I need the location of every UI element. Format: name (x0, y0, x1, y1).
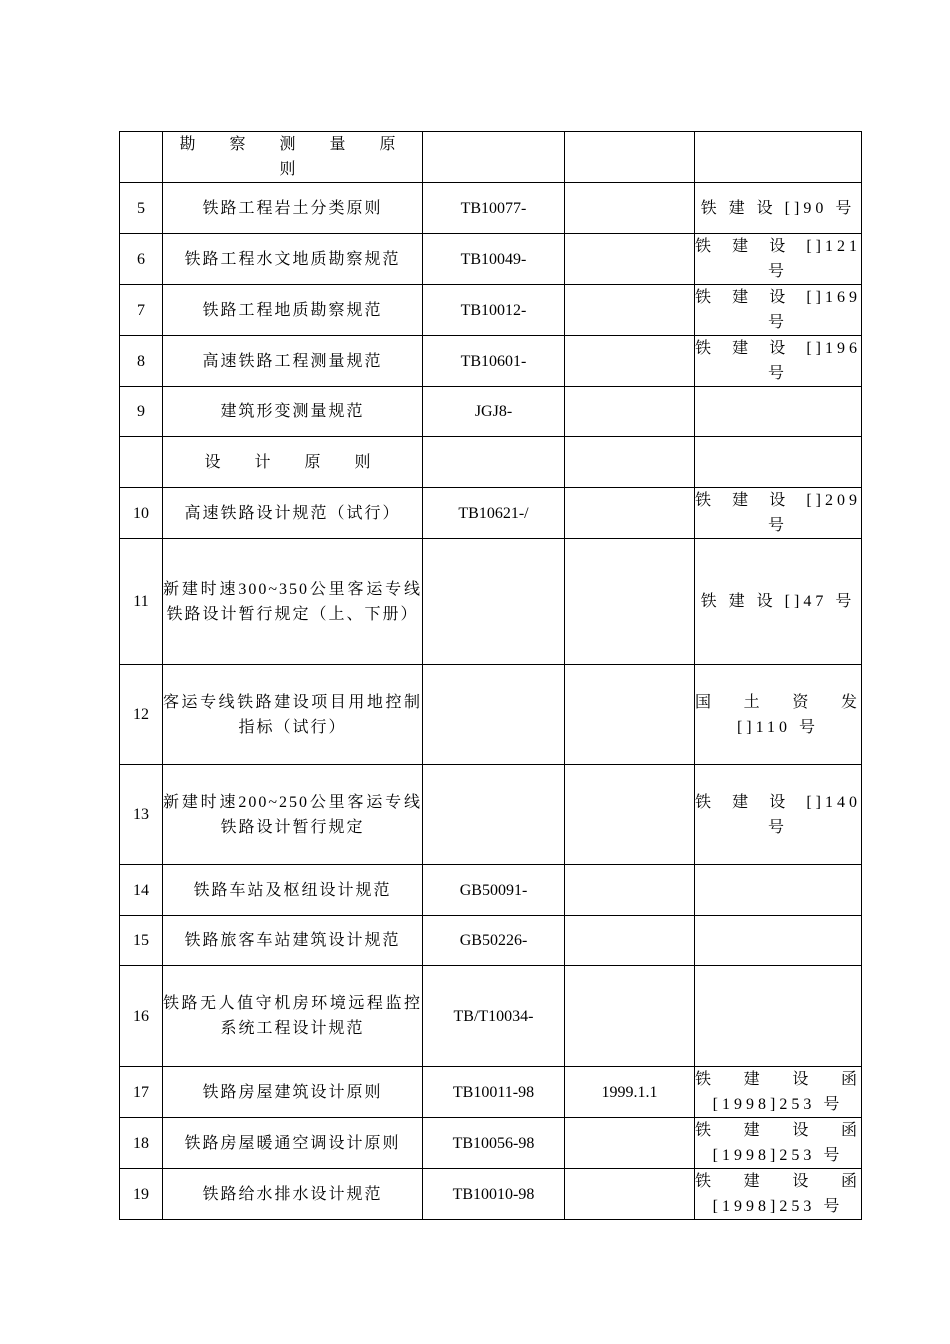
issuing-document (695, 966, 862, 1067)
issuing-document (695, 437, 862, 488)
issuing-document (695, 1067, 862, 1118)
effective-date (565, 387, 695, 437)
issuing-document-text: 铁 建 设 []121 号 (695, 238, 861, 280)
standard-name-text: 新建时速300~350公里客运专线铁路设计暂行规定（上、下册） (163, 580, 422, 623)
row-number: 11 (120, 539, 163, 665)
standard-name (163, 336, 423, 387)
table-row (120, 437, 862, 488)
issuing-document (695, 285, 862, 336)
issuing-document (695, 336, 862, 387)
effective-date (565, 488, 695, 539)
standard-name-text: 铁路旅客车站建筑设计规范 (184, 932, 401, 949)
issuing-document (695, 916, 862, 966)
standard-name-text: 铁路工程水文地质勘察规范 (184, 250, 401, 268)
section-heading-text: 勘 察 测 量 原 则 (179, 136, 406, 178)
issuing-document-text: 铁 建 设 函 [1998]253 号 (695, 1071, 861, 1113)
standard-code: TB10621-/ (423, 488, 565, 539)
table-body (120, 132, 862, 1220)
standard-code (423, 132, 565, 183)
standard-code: GB50226- (423, 916, 565, 966)
issuing-document-text: 铁 建 设 []140 号 (695, 793, 861, 836)
standard-name-text: 新建时速200~250公里客运专线铁路设计暂行规定 (163, 793, 422, 836)
row-number: 9 (120, 387, 163, 437)
standard-code: TB10056-98 (423, 1118, 565, 1169)
row-number: 12 (120, 665, 163, 765)
standard-name (163, 488, 423, 539)
standard-name-text: 铁路无人值守机房环境远程监控系统工程设计规范 (163, 995, 422, 1037)
standard-name (163, 183, 423, 234)
issuing-document (695, 183, 862, 234)
issuing-document-text: 铁 建 设 []196 号 (695, 340, 861, 382)
standard-code: TB10010-98 (423, 1169, 565, 1220)
issuing-document (695, 488, 862, 539)
standard-name (163, 665, 423, 765)
issuing-document (695, 1118, 862, 1169)
table-row (120, 1067, 862, 1118)
standard-name-text: 铁路给水排水设计规范 (202, 1185, 383, 1203)
issuing-document-text: 铁 建 设 []169 号 (695, 289, 861, 331)
section-heading-text: 设 计 原 则 (204, 453, 381, 471)
table-row (120, 1169, 862, 1220)
standard-code: TB10077- (423, 183, 565, 234)
issuing-document-text: 铁 建 设 []47 号 (700, 593, 856, 610)
row-number (120, 132, 163, 183)
table-row (120, 234, 862, 285)
standard-code (423, 539, 565, 665)
row-number: 16 (120, 966, 163, 1067)
table-row (120, 132, 862, 183)
table-row (120, 387, 862, 437)
standard-name-text: 铁路工程岩土分类原则 (202, 199, 383, 217)
standard-name-text: 客运专线铁路建设项目用地控制指标（试行） (163, 693, 422, 736)
table-row (120, 285, 862, 336)
standard-code: GB50091- (423, 865, 565, 916)
row-number: 14 (120, 865, 163, 916)
standard-name (163, 285, 423, 336)
standard-name (163, 865, 423, 916)
table-row (120, 916, 862, 966)
standard-name (163, 916, 423, 966)
standard-code (423, 437, 565, 488)
issuing-document (695, 132, 862, 183)
effective-date (565, 1118, 695, 1169)
table-row (120, 336, 862, 387)
standard-code: TB10601- (423, 336, 565, 387)
standard-name (163, 765, 423, 865)
issuing-document-text: 铁 建 设 函 [1998]253 号 (695, 1173, 861, 1215)
standard-code: TB10011-98 (423, 1067, 565, 1118)
standard-name-text: 建筑形变测量规范 (220, 403, 365, 420)
effective-date (565, 234, 695, 285)
issuing-document-text: 铁 建 设 []209 号 (695, 492, 861, 534)
issuing-document (695, 665, 862, 765)
table-row (120, 765, 862, 865)
effective-date (565, 765, 695, 865)
standard-name (163, 1118, 423, 1169)
standard-code (423, 665, 565, 765)
row-number: 13 (120, 765, 163, 865)
effective-date (565, 437, 695, 488)
row-number (120, 437, 163, 488)
issuing-document-text: 国 土 资 发 []110 号 (695, 693, 861, 736)
standard-name-text: 铁路房屋建筑设计原则 (202, 1083, 383, 1101)
table-row (120, 1118, 862, 1169)
issuing-document-text: 铁 建 设 函 [1998]253 号 (695, 1122, 861, 1164)
row-number: 15 (120, 916, 163, 966)
standard-name-text: 铁路工程地质勘察规范 (202, 301, 383, 319)
issuing-document (695, 1169, 862, 1220)
standard-name-text: 高速铁路工程测量规范 (202, 352, 383, 370)
effective-date (565, 132, 695, 183)
effective-date (565, 1169, 695, 1220)
row-number: 7 (120, 285, 163, 336)
standard-code (423, 765, 565, 865)
table-row (120, 865, 862, 916)
standard-code: TB10012- (423, 285, 565, 336)
standard-code: TB10049- (423, 234, 565, 285)
standard-name (163, 234, 423, 285)
standard-name (163, 1169, 423, 1220)
standard-code: TB/T10034- (423, 966, 565, 1067)
section-heading (163, 437, 423, 488)
standard-name-text: 铁路房屋暖通空调设计原则 (184, 1134, 401, 1152)
standard-name-text: 铁路车站及枢纽设计规范 (193, 881, 392, 899)
issuing-document (695, 387, 862, 437)
standard-name (163, 387, 423, 437)
table-row (120, 539, 862, 665)
effective-date (565, 865, 695, 916)
effective-date (565, 285, 695, 336)
standards-table (119, 131, 862, 1220)
standard-name (163, 966, 423, 1067)
effective-date (565, 966, 695, 1067)
table-row (120, 183, 862, 234)
section-heading (163, 132, 423, 183)
standard-name (163, 1067, 423, 1118)
table-row (120, 665, 862, 765)
standard-name (163, 539, 423, 665)
effective-date: 1999.1.1 (565, 1067, 695, 1118)
row-number: 17 (120, 1067, 163, 1118)
effective-date (565, 539, 695, 665)
effective-date (565, 336, 695, 387)
row-number: 5 (120, 183, 163, 234)
effective-date (565, 665, 695, 765)
row-number: 18 (120, 1118, 163, 1169)
table-row (120, 966, 862, 1067)
issuing-document (695, 539, 862, 665)
standard-name-text: 高速铁路设计规范（试行） (184, 504, 401, 522)
issuing-document-text: 铁 建 设 []90 号 (700, 199, 856, 217)
row-number: 19 (120, 1169, 163, 1220)
row-number: 10 (120, 488, 163, 539)
issuing-document (695, 765, 862, 865)
row-number: 6 (120, 234, 163, 285)
table-row (120, 488, 862, 539)
effective-date (565, 916, 695, 966)
issuing-document (695, 865, 862, 916)
issuing-document (695, 234, 862, 285)
standard-code: JGJ8- (423, 387, 565, 437)
row-number: 8 (120, 336, 163, 387)
effective-date (565, 183, 695, 234)
